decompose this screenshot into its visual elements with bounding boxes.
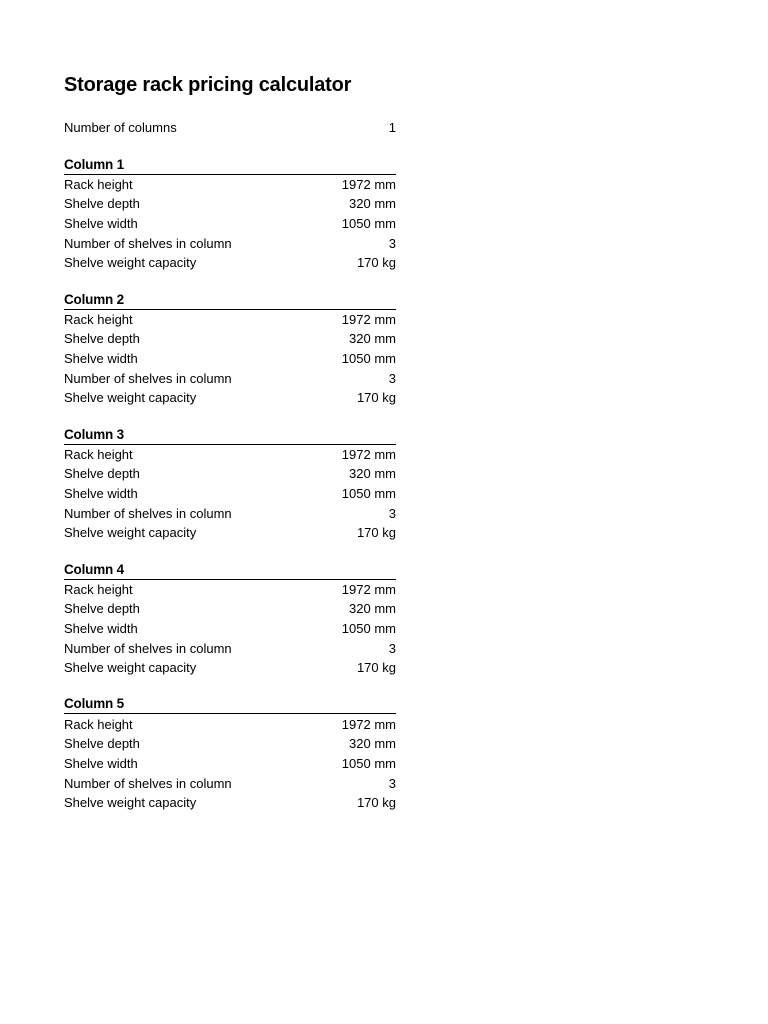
shelve-depth-value[interactable]: 320 mm bbox=[349, 331, 396, 347]
shelf-count-row bbox=[64, 368, 396, 388]
shelve-depth-label: Shelve depth bbox=[64, 466, 140, 482]
weight-capacity-row bbox=[64, 658, 396, 678]
rack-height-value[interactable]: 1972 mm bbox=[341, 581, 396, 597]
shelf-count-label: Number of shelves in column bbox=[64, 235, 232, 251]
rack-height-row bbox=[64, 714, 396, 734]
weight-capacity-row bbox=[64, 253, 396, 273]
shelf-count-label: Number of shelves in column bbox=[64, 505, 232, 521]
column-section-5 bbox=[64, 694, 396, 812]
weight-capacity-value[interactable]: 170 kg bbox=[356, 255, 396, 271]
shelf-count-row bbox=[64, 773, 396, 793]
shelve-width-value[interactable]: 1050 mm bbox=[341, 216, 396, 232]
column-heading: Column 1 bbox=[64, 155, 396, 175]
shelf-count-row bbox=[64, 503, 396, 523]
weight-capacity-row bbox=[64, 523, 396, 543]
weight-capacity-value[interactable]: 170 kg bbox=[356, 660, 396, 676]
pricing-sheet bbox=[64, 72, 396, 812]
shelve-depth-row bbox=[64, 599, 396, 619]
shelve-width-label: Shelve width bbox=[64, 216, 138, 232]
column-section-4 bbox=[64, 560, 396, 678]
shelf-count-value[interactable]: 3 bbox=[388, 775, 396, 791]
column-section-3 bbox=[64, 425, 396, 543]
weight-capacity-row bbox=[64, 388, 396, 408]
weight-capacity-value[interactable]: 170 kg bbox=[356, 795, 396, 811]
weight-capacity-value[interactable]: 170 kg bbox=[356, 390, 396, 406]
rack-height-value[interactable]: 1972 mm bbox=[341, 176, 396, 192]
shelve-width-row bbox=[64, 619, 396, 639]
column-section-2 bbox=[64, 290, 396, 408]
rack-height-row bbox=[64, 580, 396, 600]
shelf-count-label: Number of shelves in column bbox=[64, 370, 232, 386]
shelve-depth-label: Shelve depth bbox=[64, 331, 140, 347]
shelve-depth-row bbox=[64, 734, 396, 754]
number-of-columns-label: Number of columns bbox=[64, 120, 177, 136]
rack-height-value[interactable]: 1972 mm bbox=[341, 446, 396, 462]
weight-capacity-label: Shelve weight capacity bbox=[64, 255, 197, 271]
column-section-1 bbox=[64, 155, 396, 273]
rack-height-value[interactable]: 1972 mm bbox=[341, 716, 396, 732]
shelve-depth-label: Shelve depth bbox=[64, 736, 140, 752]
shelve-depth-value[interactable]: 320 mm bbox=[349, 466, 396, 482]
number-of-columns-row bbox=[64, 118, 396, 138]
rack-height-row bbox=[64, 175, 396, 195]
shelve-width-row bbox=[64, 214, 396, 234]
number-of-columns-value[interactable]: 1 bbox=[388, 120, 396, 136]
weight-capacity-label: Shelve weight capacity bbox=[64, 660, 197, 676]
shelve-depth-label: Shelve depth bbox=[64, 196, 140, 212]
shelve-depth-label: Shelve depth bbox=[64, 601, 140, 617]
shelve-width-row bbox=[64, 484, 396, 504]
weight-capacity-row bbox=[64, 793, 396, 813]
shelve-width-value[interactable]: 1050 mm bbox=[341, 486, 396, 502]
shelve-width-row bbox=[64, 349, 396, 369]
rack-height-row bbox=[64, 445, 396, 465]
shelve-depth-row bbox=[64, 194, 396, 214]
shelve-width-label: Shelve width bbox=[64, 755, 138, 771]
weight-capacity-value[interactable]: 170 kg bbox=[356, 525, 396, 541]
rack-height-label: Rack height bbox=[64, 446, 133, 462]
column-heading: Column 3 bbox=[64, 425, 396, 445]
shelve-depth-value[interactable]: 320 mm bbox=[349, 196, 396, 212]
shelve-depth-row bbox=[64, 464, 396, 484]
column-heading: Column 5 bbox=[64, 694, 396, 714]
weight-capacity-label: Shelve weight capacity bbox=[64, 795, 197, 811]
shelf-count-label: Number of shelves in column bbox=[64, 775, 232, 791]
shelf-count-value[interactable]: 3 bbox=[388, 640, 396, 656]
shelve-width-label: Shelve width bbox=[64, 486, 138, 502]
rack-height-label: Rack height bbox=[64, 176, 133, 192]
shelve-depth-value[interactable]: 320 mm bbox=[349, 736, 396, 752]
shelve-depth-value[interactable]: 320 mm bbox=[349, 601, 396, 617]
shelf-count-row bbox=[64, 638, 396, 658]
page-title: Storage rack pricing calculator bbox=[64, 74, 352, 96]
rack-height-label: Rack height bbox=[64, 716, 133, 732]
shelf-count-row bbox=[64, 233, 396, 253]
shelve-width-value[interactable]: 1050 mm bbox=[341, 351, 396, 367]
shelve-width-value[interactable]: 1050 mm bbox=[341, 755, 396, 771]
shelf-count-value[interactable]: 3 bbox=[388, 505, 396, 521]
rack-height-row bbox=[64, 310, 396, 330]
shelve-width-label: Shelve width bbox=[64, 351, 138, 367]
shelf-count-value[interactable]: 3 bbox=[388, 370, 396, 386]
shelve-width-value[interactable]: 1050 mm bbox=[341, 620, 396, 636]
shelf-count-value[interactable]: 3 bbox=[388, 235, 396, 251]
shelve-depth-row bbox=[64, 329, 396, 349]
shelve-width-row bbox=[64, 754, 396, 774]
weight-capacity-label: Shelve weight capacity bbox=[64, 390, 197, 406]
rack-height-label: Rack height bbox=[64, 581, 133, 597]
rack-height-label: Rack height bbox=[64, 311, 133, 327]
column-heading: Column 4 bbox=[64, 560, 396, 580]
shelf-count-label: Number of shelves in column bbox=[64, 640, 232, 656]
weight-capacity-label: Shelve weight capacity bbox=[64, 525, 197, 541]
column-heading: Column 2 bbox=[64, 290, 396, 310]
shelve-width-label: Shelve width bbox=[64, 620, 138, 636]
rack-height-value[interactable]: 1972 mm bbox=[341, 311, 396, 327]
